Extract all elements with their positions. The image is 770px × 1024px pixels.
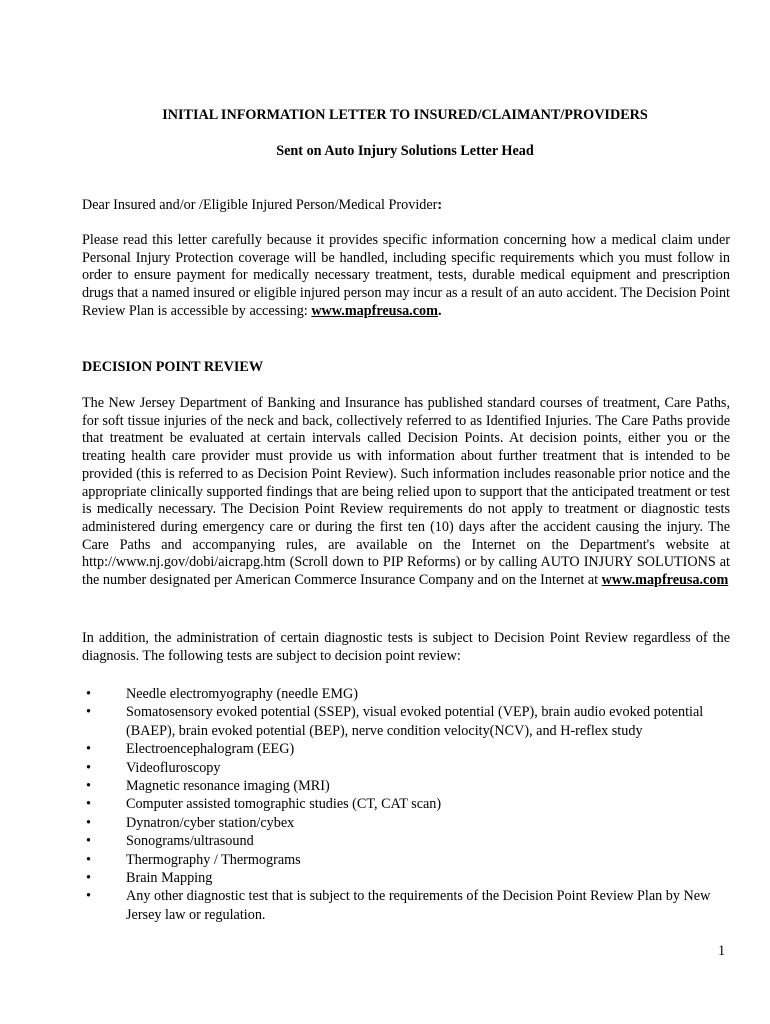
section-heading: DECISION POINT REVIEW <box>82 359 264 375</box>
salutation <box>82 197 442 214</box>
care-paths-paragraph <box>82 395 730 590</box>
mapfre-link-2[interactable]: www.mapfreusa.com <box>601 572 729 589</box>
bullet-icon: • <box>86 778 91 795</box>
list-item <box>82 703 742 740</box>
bullet-icon: • <box>86 833 91 850</box>
mapfre-link-1[interactable]: www.mapfreusa.com <box>311 302 438 319</box>
list-item <box>82 832 742 850</box>
list-item-text: Somatosensory evoked potential (SSEP), visual evoked potential (VEP), brain audio evoked potential (BAEP), brain evoked potential (BEP), nerve condition velocity(NCV), and H-reflex study <box>126 704 704 739</box>
intro-period: . <box>437 302 442 319</box>
list-item-text: Thermography / Thermograms <box>126 851 301 868</box>
bullet-icon: • <box>86 888 91 905</box>
bullet-icon: • <box>86 814 91 831</box>
list-item-text: Magnetic resonance imaging (MRI) <box>126 778 330 795</box>
list-item <box>82 740 742 758</box>
intro-text: Please read this letter carefully because it provides specific information concerning how a medical claim under Personal Injury Protection coverage will be handled, including specific requirements which you must follow in order to ensure payment for medically necessary treatment, tests, durable medical equipment and prescription drugs that a named insured or eligible injured person may incur as a result of an auto accident. The Decision Point Review Plan is accessible by accessing: <box>82 232 730 319</box>
list-item <box>82 759 742 777</box>
list-item <box>82 887 742 924</box>
salutation-text: Dear Insured and/or /Eligible Injured Person/Medical Provider <box>82 197 438 213</box>
diagnostic-tests-paragraph: In addition, the administration of certain diagnostic tests is subject to Decision Point Review regardless of the diagnosis. The following tests are subject to decision point review: <box>82 630 730 664</box>
list-item <box>82 777 742 795</box>
list-item <box>82 685 742 703</box>
letter-title: INITIAL INFORMATION LETTER TO INSURED/CLAIMANT/PROVIDERS <box>162 107 648 123</box>
bullet-icon: • <box>86 759 91 776</box>
intro-paragraph <box>82 232 730 321</box>
list-item <box>82 869 742 887</box>
bullet-icon: • <box>86 851 91 868</box>
list-item-text: Any other diagnostic test that is subject to the requirements of the Decision Point Review Plan by New Jersey law or regulation. <box>126 888 711 923</box>
page-number: 1 <box>718 943 726 959</box>
list-item-text: Dynatron/cyber station/cybex <box>126 814 295 831</box>
bullet-icon: • <box>86 704 91 721</box>
list-item <box>82 795 742 813</box>
list-item <box>82 814 742 832</box>
list-item-text: Needle electromyography (needle EMG) <box>126 686 359 702</box>
salutation-colon: : <box>437 197 443 213</box>
list-item-text: Videofluroscopy <box>126 759 221 776</box>
care-paths-text: The New Jersey Department of Banking and Insurance has published standard courses of treatment, Care Paths, for soft tissue injuries of the neck and back, collectively referred to as Identified Injuries. The Care Paths provide that treatment be evaluated at certain intervals called Decision Points. At decision points, either you or the treating health care provider must provide us with information about further treatment that is intended to be provided (this is referred to as Decision Point Review). Such information includes reasonable prior notice and the appropriate clinically supported findings that are being relied upon to support that the anticipated treatment or test is medically necessary. The Decision Point Review requirements do not apply to treatment or diagnostic tests administered during emergency care or during the first ten (10) days after the accident causing the injury. The Care Paths and accompanying rules, are available on the Internet on the Department's website at http://www.nj.gov/dobi/aicrapg.htm (Scroll down to PIP Reforms) or by calling AUTO INJURY SOLUTIONS at the number designated per American Commerce Insurance Company and on the Internet at <box>82 395 730 589</box>
letter-subtitle: Sent on Auto Injury Solutions Letter Head <box>276 143 534 159</box>
bullet-icon: • <box>86 741 91 758</box>
list-item-text: Electroencephalogram (EEG) <box>126 741 295 758</box>
diagnostic-tests-list <box>82 685 742 924</box>
bullet-icon: • <box>86 686 91 702</box>
list-item-text: Computer assisted tomographic studies (CT, CAT scan) <box>126 796 442 813</box>
list-item-text: Brain Mapping <box>126 870 213 887</box>
bullet-icon: • <box>86 870 91 887</box>
list-item-text: Sonograms/ultrasound <box>126 833 254 850</box>
list-item <box>82 851 742 869</box>
bullet-icon: • <box>86 796 91 813</box>
